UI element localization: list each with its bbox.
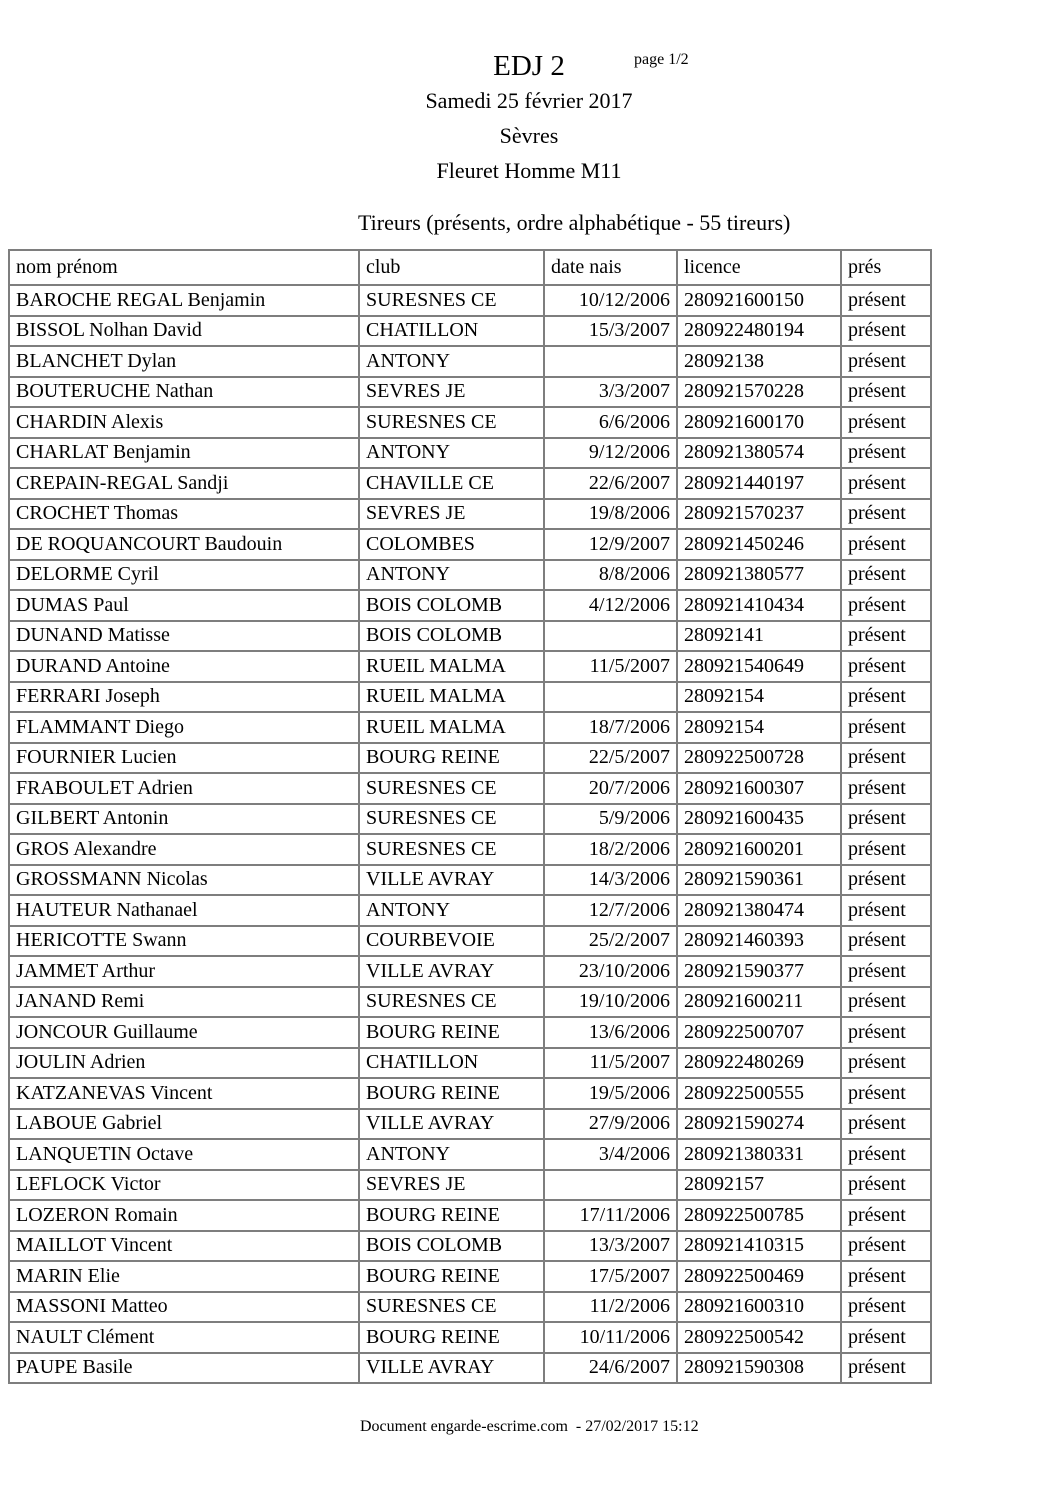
cell-name: CROCHET Thomas — [9, 499, 359, 530]
cell-licence: 280921590274 — [677, 1109, 841, 1140]
roster-table-header — [9, 250, 931, 285]
cell-name: HERICOTTE Swann — [9, 926, 359, 957]
header-row — [9, 250, 931, 285]
cell-date-nais — [544, 346, 677, 377]
cell-licence: 280921410434 — [677, 590, 841, 621]
table-row — [9, 285, 931, 316]
cell-pres: présent — [841, 468, 931, 499]
cell-pres: présent — [841, 285, 931, 316]
cell-licence: 280921600170 — [677, 407, 841, 438]
cell-date-nais: 18/2/2006 — [544, 834, 677, 865]
cell-date-nais: 12/7/2006 — [544, 895, 677, 926]
cell-licence: 280921380331 — [677, 1139, 841, 1170]
table-row — [9, 1139, 931, 1170]
cell-name: LABOUE Gabriel — [9, 1109, 359, 1140]
cell-date-nais: 19/10/2006 — [544, 987, 677, 1018]
cell-club: BOURG REINE — [359, 1078, 544, 1109]
cell-club: ANTONY — [359, 560, 544, 591]
cell-pres: présent — [841, 590, 931, 621]
cell-licence: 280921590377 — [677, 956, 841, 987]
cell-club: SEVRES JE — [359, 499, 544, 530]
cell-licence: 280921600211 — [677, 987, 841, 1018]
table-row — [9, 1017, 931, 1048]
table-row — [9, 1353, 931, 1384]
cell-pres: présent — [841, 1109, 931, 1140]
table-row — [9, 590, 931, 621]
table-row — [9, 1078, 931, 1109]
cell-pres: présent — [841, 621, 931, 652]
table-row — [9, 804, 931, 835]
cell-club: ANTONY — [359, 1139, 544, 1170]
competition-title: EDJ 2 — [493, 50, 565, 82]
cell-name: GILBERT Antonin — [9, 804, 359, 835]
cell-date-nais: 19/5/2006 — [544, 1078, 677, 1109]
cell-name: MARIN Elie — [9, 1261, 359, 1292]
cell-licence: 280921380577 — [677, 560, 841, 591]
cell-pres: présent — [841, 1353, 931, 1384]
cell-name: MAILLOT Vincent — [9, 1231, 359, 1262]
cell-pres: présent — [841, 682, 931, 713]
table-row — [9, 438, 931, 469]
cell-licence: 280922500707 — [677, 1017, 841, 1048]
cell-pres: présent — [841, 377, 931, 408]
competition-date: Samedi 25 février 2017 — [425, 88, 633, 113]
cell-date-nais: 10/12/2006 — [544, 285, 677, 316]
cell-pres: présent — [841, 1231, 931, 1262]
cell-pres: présent — [841, 1292, 931, 1323]
cell-name: BOUTERUCHE Nathan — [9, 377, 359, 408]
cell-club: VILLE AVRAY — [359, 1109, 544, 1140]
cell-licence: 280921600307 — [677, 773, 841, 804]
cell-date-nais: 24/6/2007 — [544, 1353, 677, 1384]
table-row — [9, 499, 931, 530]
cell-club: COURBEVOIE — [359, 926, 544, 957]
cell-name: CHARLAT Benjamin — [9, 438, 359, 469]
competition-location: Sèvres — [499, 123, 559, 148]
cell-date-nais: 25/2/2007 — [544, 926, 677, 957]
column-header-name: nom prénom — [9, 250, 359, 285]
table-row — [9, 407, 931, 438]
roster-table — [8, 249, 932, 1384]
cell-date-nais: 22/6/2007 — [544, 468, 677, 499]
cell-name: DUMAS Paul — [9, 590, 359, 621]
cell-club: BOURG REINE — [359, 1261, 544, 1292]
cell-licence: 280922500469 — [677, 1261, 841, 1292]
cell-licence: 280921540649 — [677, 651, 841, 682]
cell-pres: présent — [841, 1170, 931, 1201]
cell-pres: présent — [841, 1017, 931, 1048]
cell-club: RUEIL MALMA — [359, 651, 544, 682]
cell-name: DE ROQUANCOURT Baudouin — [9, 529, 359, 560]
cell-club: VILLE AVRAY — [359, 956, 544, 987]
cell-club: ANTONY — [359, 895, 544, 926]
cell-date-nais — [544, 1170, 677, 1201]
cell-club: BOIS COLOMB — [359, 1231, 544, 1262]
cell-pres: présent — [841, 712, 931, 743]
cell-date-nais: 11/5/2007 — [544, 1048, 677, 1079]
cell-licence: 280922500542 — [677, 1322, 841, 1353]
table-row — [9, 895, 931, 926]
cell-date-nais — [544, 682, 677, 713]
cell-licence: 280921440197 — [677, 468, 841, 499]
cell-club: BOURG REINE — [359, 1017, 544, 1048]
cell-name: BAROCHE REGAL Benjamin — [9, 285, 359, 316]
table-row — [9, 346, 931, 377]
cell-date-nais: 18/7/2006 — [544, 712, 677, 743]
cell-pres: présent — [841, 1200, 931, 1231]
cell-date-nais: 10/11/2006 — [544, 1322, 677, 1353]
cell-club: RUEIL MALMA — [359, 682, 544, 713]
cell-name: NAULT Clément — [9, 1322, 359, 1353]
cell-club: RUEIL MALMA — [359, 712, 544, 743]
cell-name: CREPAIN-REGAL Sandji — [9, 468, 359, 499]
table-row — [9, 712, 931, 743]
cell-date-nais: 14/3/2006 — [544, 865, 677, 896]
cell-name: GROS Alexandre — [9, 834, 359, 865]
cell-licence: 280921590361 — [677, 865, 841, 896]
cell-club: CHATILLON — [359, 1048, 544, 1079]
cell-name: DUNAND Matisse — [9, 621, 359, 652]
cell-licence: 280921380574 — [677, 438, 841, 469]
cell-pres: présent — [841, 529, 931, 560]
cell-licence: 28092154 — [677, 712, 841, 743]
cell-name: FLAMMANT Diego — [9, 712, 359, 743]
cell-club: BOURG REINE — [359, 1322, 544, 1353]
table-row — [9, 1200, 931, 1231]
cell-pres: présent — [841, 926, 931, 957]
cell-date-nais: 11/5/2007 — [544, 651, 677, 682]
cell-club: CHATILLON — [359, 316, 544, 347]
cell-licence: 280922500785 — [677, 1200, 841, 1231]
cell-club: SURESNES CE — [359, 804, 544, 835]
cell-licence: 280921410315 — [677, 1231, 841, 1262]
cell-date-nais: 15/3/2007 — [544, 316, 677, 347]
table-row — [9, 621, 931, 652]
cell-date-nais: 9/12/2006 — [544, 438, 677, 469]
cell-date-nais: 13/3/2007 — [544, 1231, 677, 1262]
cell-club: BOIS COLOMB — [359, 590, 544, 621]
cell-name: JOULIN Adrien — [9, 1048, 359, 1079]
cell-club: CHAVILLE CE — [359, 468, 544, 499]
cell-licence: 280921600310 — [677, 1292, 841, 1323]
document-footer: Document engarde-escrime.com - 27/02/2017 15:12 — [360, 1418, 699, 1435]
cell-club: SURESNES CE — [359, 773, 544, 804]
cell-name: MASSONI Matteo — [9, 1292, 359, 1323]
column-header-club: club — [359, 250, 544, 285]
cell-date-nais: 8/8/2006 — [544, 560, 677, 591]
cell-pres: présent — [841, 1048, 931, 1079]
cell-pres: présent — [841, 1261, 931, 1292]
cell-name: LOZERON Romain — [9, 1200, 359, 1231]
table-row — [9, 560, 931, 591]
table-row — [9, 1231, 931, 1262]
cell-club: BOURG REINE — [359, 1200, 544, 1231]
cell-licence: 280921450246 — [677, 529, 841, 560]
cell-date-nais: 3/4/2006 — [544, 1139, 677, 1170]
cell-club: ANTONY — [359, 346, 544, 377]
cell-club: SURESNES CE — [359, 285, 544, 316]
cell-club: VILLE AVRAY — [359, 865, 544, 896]
table-row — [9, 651, 931, 682]
cell-pres: présent — [841, 1139, 931, 1170]
cell-date-nais: 22/5/2007 — [544, 743, 677, 774]
cell-name: JAMMET Arthur — [9, 956, 359, 987]
cell-licence: 280922480194 — [677, 316, 841, 347]
cell-name: GROSSMANN Nicolas — [9, 865, 359, 896]
table-row — [9, 773, 931, 804]
cell-date-nais: 23/10/2006 — [544, 956, 677, 987]
cell-date-nais — [544, 621, 677, 652]
cell-name: JANAND Remi — [9, 987, 359, 1018]
cell-name: BLANCHET Dylan — [9, 346, 359, 377]
cell-licence: 280921590308 — [677, 1353, 841, 1384]
cell-name: HAUTEUR Nathanael — [9, 895, 359, 926]
cell-licence: 280921570237 — [677, 499, 841, 530]
table-row — [9, 743, 931, 774]
column-header-licence: licence — [677, 250, 841, 285]
cell-date-nais: 13/6/2006 — [544, 1017, 677, 1048]
cell-pres: présent — [841, 834, 931, 865]
table-row — [9, 1048, 931, 1079]
cell-pres: présent — [841, 438, 931, 469]
cell-name: PAUPE Basile — [9, 1353, 359, 1384]
table-row — [9, 1322, 931, 1353]
page-header — [0, 0, 1058, 238]
table-row — [9, 1261, 931, 1292]
table-row — [9, 682, 931, 713]
cell-pres: présent — [841, 773, 931, 804]
cell-licence: 280921380474 — [677, 895, 841, 926]
cell-name: DELORME Cyril — [9, 560, 359, 591]
cell-pres: présent — [841, 743, 931, 774]
table-row — [9, 956, 931, 987]
cell-club: SURESNES CE — [359, 1292, 544, 1323]
column-header-date-nais: date nais — [544, 250, 677, 285]
cell-pres: présent — [841, 407, 931, 438]
cell-pres: présent — [841, 560, 931, 591]
table-row — [9, 377, 931, 408]
cell-club: SEVRES JE — [359, 1170, 544, 1201]
roster-table-body — [9, 285, 931, 1383]
cell-pres: présent — [841, 865, 931, 896]
table-row — [9, 865, 931, 896]
cell-pres: présent — [841, 956, 931, 987]
cell-pres: présent — [841, 1322, 931, 1353]
cell-name: KATZANEVAS Vincent — [9, 1078, 359, 1109]
cell-name: JONCOUR Guillaume — [9, 1017, 359, 1048]
cell-club: SURESNES CE — [359, 987, 544, 1018]
cell-licence: 280921600435 — [677, 804, 841, 835]
cell-date-nais: 6/6/2006 — [544, 407, 677, 438]
cell-date-nais: 4/12/2006 — [544, 590, 677, 621]
cell-date-nais: 20/7/2006 — [544, 773, 677, 804]
cell-licence: 280922500728 — [677, 743, 841, 774]
cell-licence: 28092141 — [677, 621, 841, 652]
table-row — [9, 834, 931, 865]
cell-licence: 28092157 — [677, 1170, 841, 1201]
column-header-pres: prés — [841, 250, 931, 285]
cell-club: BOIS COLOMB — [359, 621, 544, 652]
cell-name: FERRARI Joseph — [9, 682, 359, 713]
table-row — [9, 529, 931, 560]
cell-licence: 28092138 — [677, 346, 841, 377]
cell-club: SURESNES CE — [359, 407, 544, 438]
cell-pres: présent — [841, 1078, 931, 1109]
cell-pres: présent — [841, 651, 931, 682]
cell-club: COLOMBES — [359, 529, 544, 560]
cell-name: LANQUETIN Octave — [9, 1139, 359, 1170]
table-row — [9, 468, 931, 499]
cell-date-nais: 19/8/2006 — [544, 499, 677, 530]
table-row — [9, 1109, 931, 1140]
cell-pres: présent — [841, 804, 931, 835]
cell-name: CHARDIN Alexis — [9, 407, 359, 438]
cell-name: FRABOULET Adrien — [9, 773, 359, 804]
cell-licence: 280921460393 — [677, 926, 841, 957]
cell-pres: présent — [841, 316, 931, 347]
cell-pres: présent — [841, 346, 931, 377]
cell-name: LEFLOCK Victor — [9, 1170, 359, 1201]
cell-licence: 280921600150 — [677, 285, 841, 316]
cell-pres: présent — [841, 895, 931, 926]
table-row — [9, 926, 931, 957]
cell-date-nais: 17/5/2007 — [544, 1261, 677, 1292]
cell-pres: présent — [841, 987, 931, 1018]
cell-date-nais: 27/9/2006 — [544, 1109, 677, 1140]
cell-club: VILLE AVRAY — [359, 1353, 544, 1384]
cell-club: SURESNES CE — [359, 834, 544, 865]
page-indicator: page 1/2 — [634, 51, 689, 68]
cell-date-nais: 3/3/2007 — [544, 377, 677, 408]
roster-subtitle: Tireurs (présents, ordre alphabétique - 55 tireurs) — [358, 210, 791, 235]
cell-name: FOURNIER Lucien — [9, 743, 359, 774]
table-row — [9, 987, 931, 1018]
table-row — [9, 1170, 931, 1201]
cell-club: ANTONY — [359, 438, 544, 469]
cell-licence: 280921600201 — [677, 834, 841, 865]
cell-club: BOURG REINE — [359, 743, 544, 774]
competition-event: Fleuret Homme M11 — [436, 158, 622, 183]
cell-date-nais: 11/2/2006 — [544, 1292, 677, 1323]
cell-pres: présent — [841, 499, 931, 530]
cell-licence: 280922480269 — [677, 1048, 841, 1079]
cell-club: SEVRES JE — [359, 377, 544, 408]
cell-licence: 280922500555 — [677, 1078, 841, 1109]
cell-licence: 28092154 — [677, 682, 841, 713]
table-row — [9, 1292, 931, 1323]
table-row — [9, 316, 931, 347]
cell-name: DURAND Antoine — [9, 651, 359, 682]
cell-date-nais: 12/9/2007 — [544, 529, 677, 560]
cell-name: BISSOL Nolhan David — [9, 316, 359, 347]
cell-date-nais: 5/9/2006 — [544, 804, 677, 835]
cell-licence: 280921570228 — [677, 377, 841, 408]
cell-date-nais: 17/11/2006 — [544, 1200, 677, 1231]
